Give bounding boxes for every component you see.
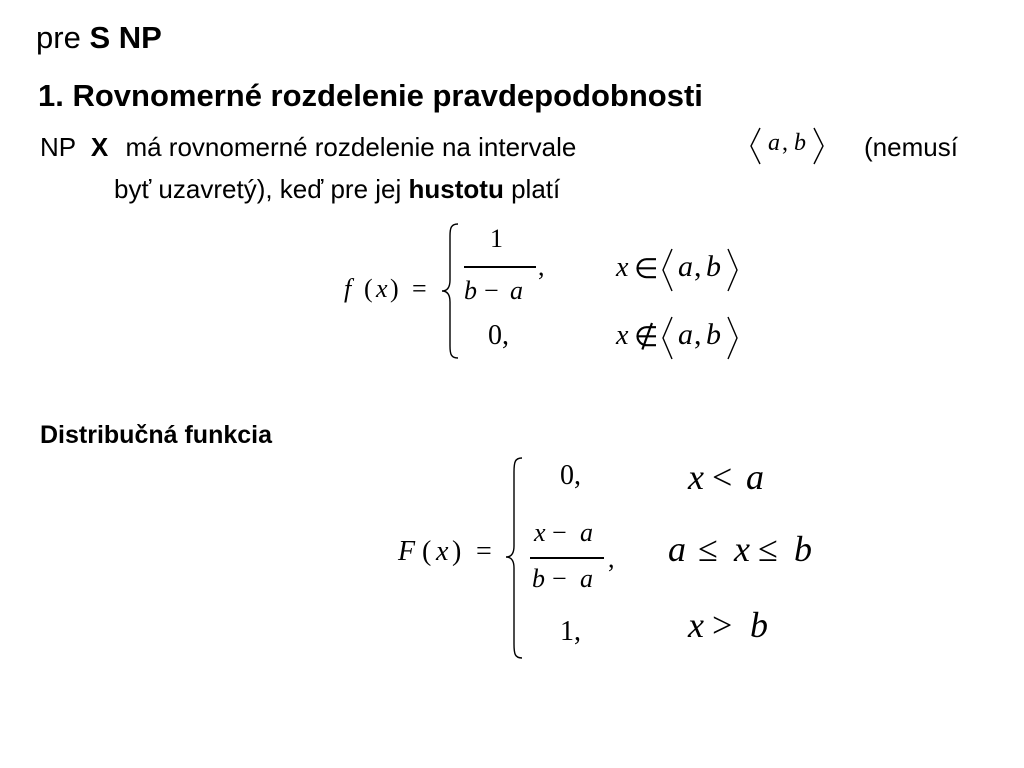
bold-word-hustotu: hustotu xyxy=(408,174,504,204)
section-title: 1. Rovnomerné rozdelenie pravdepodobnosti xyxy=(38,78,703,113)
density-case2-right-angle xyxy=(726,314,740,362)
distribution-case2-cond-x: x xyxy=(734,529,750,569)
distribution-lhs-x: x xyxy=(436,536,449,567)
density-case2-cond-comma: , xyxy=(694,318,702,351)
paragraph-text-1: má rovnomerné rozdelenie na intervale xyxy=(125,132,577,162)
distribution-case3-val: 1, xyxy=(560,616,581,647)
density-case2-val: 0, xyxy=(488,320,509,351)
density-lhs-f: f xyxy=(344,274,352,303)
header-prefix: pre xyxy=(36,20,81,55)
distribution-case2-num-a: a xyxy=(580,518,593,547)
distribution-left-brace xyxy=(504,456,526,660)
distribution-case2-den-minus: − xyxy=(552,564,567,593)
distribution-case1-cond-x: x xyxy=(688,457,704,497)
interval-comma: , xyxy=(782,130,788,156)
density-case1-right-angle xyxy=(726,246,740,294)
interval-b: b xyxy=(794,130,806,156)
density-case1-cond-in: ∈ xyxy=(634,254,659,285)
density-case1-cond-b: b xyxy=(706,250,721,283)
density-case1-comma: , xyxy=(538,252,545,281)
distribution-case2-cond-b: b xyxy=(794,529,812,569)
density-case1-fraction-bar xyxy=(464,266,536,268)
density-left-brace xyxy=(440,222,462,360)
density-lhs-x: x xyxy=(376,274,388,303)
density-eq: = xyxy=(412,274,427,303)
density-formula xyxy=(340,220,780,362)
density-case2-cond-notin: ∉ xyxy=(634,322,659,353)
interval-a: a xyxy=(768,130,780,156)
distribution-case1-cond-a: a xyxy=(746,457,764,497)
distribution-case3-cond-x: x xyxy=(688,605,704,645)
distribution-case1-val: 0, xyxy=(560,460,581,491)
header-bold: S NP xyxy=(89,20,162,55)
np-variable: X xyxy=(90,132,109,162)
right-angle-bracket xyxy=(812,124,826,168)
density-case1-den-a: a xyxy=(510,276,523,305)
density-lhs-open: ( xyxy=(364,274,373,303)
distribution-lhs-close: ) xyxy=(452,536,462,567)
distribution-case3-cond-gt: > xyxy=(712,605,733,645)
density-case1-cond-a: a xyxy=(678,250,693,283)
paragraph-text-2: (nemusí xyxy=(864,132,958,162)
distribution-case1-cond-lt: < xyxy=(712,457,733,497)
density-case2-cond-x: x xyxy=(616,320,629,351)
density-lhs-close: ) xyxy=(390,274,399,303)
density-case2-cond-a: a xyxy=(678,318,693,351)
density-case2-left-angle xyxy=(660,314,674,362)
distribution-case2-cond-a: a xyxy=(668,529,686,569)
density-case1-den-b: b xyxy=(464,276,477,305)
distribution-formula xyxy=(396,452,836,662)
density-case1-left-angle xyxy=(660,246,674,294)
distribution-title: Distribučná funkcia xyxy=(40,421,272,449)
distribution-lhs-open: ( xyxy=(422,536,432,567)
distribution-case2-num-x: x xyxy=(534,518,546,547)
distribution-case2-cond-le2: ≤ xyxy=(758,529,778,569)
distribution-case2-fraction-bar xyxy=(530,557,604,559)
distribution-case2-den-a: a xyxy=(580,564,593,593)
distribution-eq: = xyxy=(476,536,492,567)
distribution-lhs-F: F xyxy=(398,536,416,567)
distribution-case2-num-minus: − xyxy=(552,518,567,547)
paragraph-text-3: byť uzavretý), keď pre jej xyxy=(114,174,402,204)
left-angle-bracket xyxy=(748,124,762,168)
np-label: NP xyxy=(40,132,76,162)
distribution-case3-cond-b: b xyxy=(750,605,768,645)
paragraph-line-2 xyxy=(114,172,560,206)
inline-interval xyxy=(748,124,830,168)
distribution-case2-comma: , xyxy=(608,544,615,573)
density-case1-den-minus: − xyxy=(484,276,499,305)
density-case1-num: 1 xyxy=(490,224,503,253)
distribution-case2-cond-le1: ≤ xyxy=(698,529,718,569)
paragraph-line-1 xyxy=(40,130,576,164)
paragraph-text-4: platí xyxy=(511,174,561,204)
density-case1-cond-comma: , xyxy=(694,250,702,283)
distribution-case2-den-b: b xyxy=(532,564,545,593)
density-case2-cond-b: b xyxy=(706,318,721,351)
density-case1-cond-x: x xyxy=(616,252,629,283)
header xyxy=(36,18,162,58)
